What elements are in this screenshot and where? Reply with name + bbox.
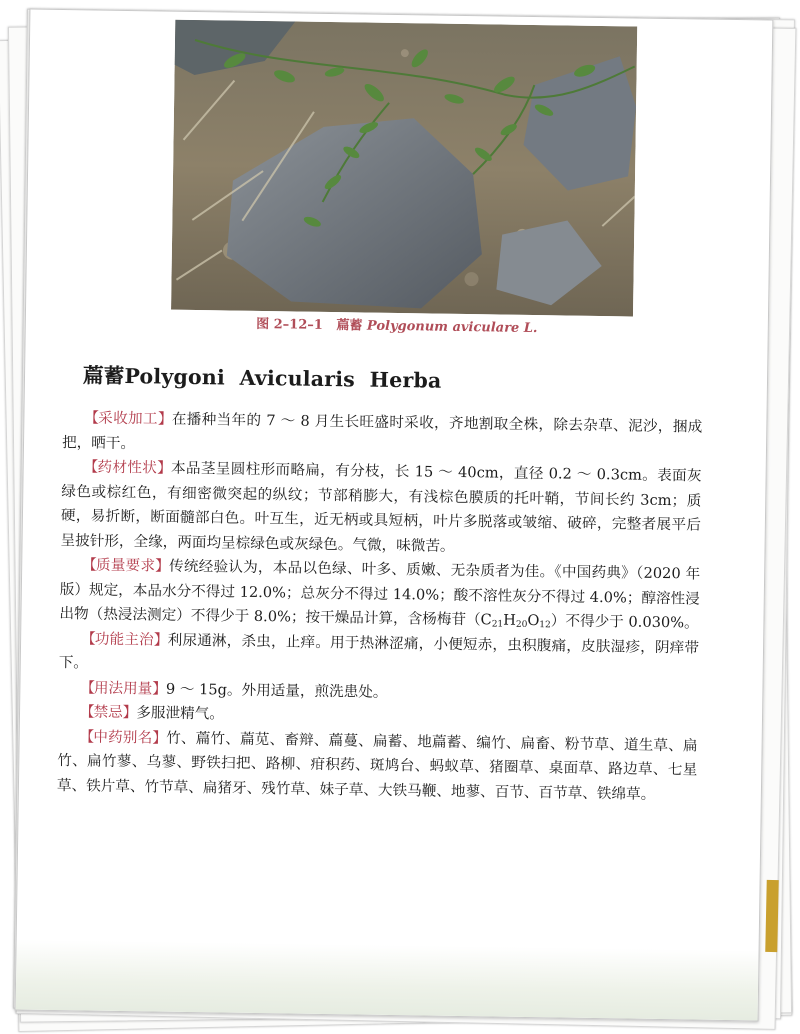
document-page [15, 9, 774, 1022]
section-harvest: 【采收加工】在播种当年的 7 ～ 8 月生长旺盛时采收，齐地割取全株，除去杂草、泥沙，捆成把，晒干。 [61, 409, 703, 452]
section-label: 采收加工 [98, 409, 159, 428]
section-label: 功能主治 [94, 630, 155, 648]
figure-caption [26, 310, 768, 340]
section-label: 禁忌 [93, 703, 123, 721]
section-contraindication: 【禁忌】多服泄精气。 [79, 703, 225, 723]
title-cn: 萹蓄 [82, 363, 125, 388]
page-bottom-shade [16, 939, 759, 1020]
section-text: 在播种当年的 7 ～ 8 月生长旺盛时采收，齐地割取全株，除去杂草、泥沙，捆成把，晒干。 [61, 410, 703, 452]
section-character: 【药材性状】本品茎呈圆柱形而略扁，有分枝，长 15 ～ 40cm，直径 0.2 ～ 0.3cm。表面灰绿色或棕红色，有细密微突起的纵纹；节部稍膨大，有浅棕色膜质的托叶鞘，节间长约 3cm；质硬，易折断，断面髓部白色。叶互生，近无柄或具短柄，叶片多脱落或皱缩、破碎，完整者展平后呈披针形，全缘，两面均呈棕绿色或灰绿色。气微，味微苦。 [60, 458, 702, 555]
title-latin: Polygoni Avicularis Herba [124, 363, 442, 393]
article-body [57, 358, 703, 807]
figure-name-latin: Polygonum aviculare L. [366, 318, 538, 337]
section-text: 竹、萹竹、萹苋、畜辩、萹蔓、扁蓄、地萹蓄、编竹、扁畜、粉节草、道生草、扁竹、扁竹蓼、乌蓼、野铁扫把、路柳、疳积药、斑鸠台、蚂蚁草、猪圈草、桌面草、路边草、七星草、铁片草、竹节草、扁猪牙、残竹草、妹子草、大铁马鞭、地蓼、百节、百节草、铁绵草。 [56, 729, 698, 803]
section-label: 用法用量 [93, 679, 153, 697]
section-label: 药材性状 [97, 458, 158, 477]
section-text: 9 ～ 15g。外用适量，煎洗患处。 [165, 680, 388, 701]
section-usage: 【用法用量】9 ～ 15g。外用适量，煎洗患处。 [80, 678, 388, 701]
section-text: 利尿通淋，杀虫，止痒。用于热淋涩痛，小便短赤，虫积腹痛，皮肤湿疹，阴痒带下。 [58, 631, 700, 672]
chemical-formula: $(C_{21}H_{20}O_{12})$ [465, 611, 566, 631]
section-text-end: 不得少于 0.030%。 [565, 612, 699, 632]
article-title [83, 358, 703, 397]
figure-name-cn: 萹蓄 [336, 318, 363, 334]
plant-photo [171, 20, 637, 317]
bookmark-edge [765, 880, 779, 952]
section-text: 本品茎呈圆柱形而略扁，有分枝，长 15 ～ 40cm，直径 0.2 ～ 0.3cm。表面灰绿色或棕红色，有细密微突起的纵纹；节部稍膨大，有浅棕色膜质的托叶鞘，节间长约 3cm；质硬，易折断，断面髓部白色。叶互生，近无柄或具短柄，叶片多脱落或皱缩、破碎，完整者展平后呈披针形，全缘，两面均呈棕绿色或灰绿色。气微，味微苦。 [60, 459, 702, 555]
section-text: 传统经验认为，本品以色绿、叶多、质嫩、无杂质者为佳。《中国药典》（2020 年版）规定，本品水分不得过 12.0%；总灰分不得过 14.0%；酸不溶性灰分不得过 4.0%；醇溶性浸出物（热浸法测定）不得少于 8.0%；按干燥品计算，含杨梅苷 [59, 557, 701, 629]
section-quality: 【质量要求】传统经验认为，本品以色绿、叶多、质嫩、无杂质者为佳。《中国药典》（2020 年版）规定，本品水分不得过 12.0%；总灰分不得过 14.0%；酸不溶性灰分不得过 4.0%；醇溶性浸出物（热浸法测定）不得少于 8.0%；按干燥品计算，含杨梅苷$(C_{21}H_{20}O_{12})$不得少于 0.030%。 [59, 556, 701, 632]
section-aliases: 【中药别名】竹、萹竹、萹苋、畜辩、萹蔓、扁蓄、地萹蓄、编竹、扁畜、粉节草、道生草、扁竹、扁竹蓼、乌蓼、野铁扫把、路柳、疳积药、斑鸠台、蚂蚁草、猪圈草、桌面草、路边草、七星草、铁片草、竹节草、扁猪牙、残竹草、妹子草、大铁马鞭、地蓼、百节、百节草、铁绵草。 [56, 727, 698, 803]
figure-number: 图 2–12–1 [256, 316, 323, 333]
section-label: 质量要求 [95, 556, 156, 575]
section-text: 多服泄精气。 [136, 704, 225, 723]
section-function: 【功能主治】利尿通淋，杀虫，止痒。用于热淋涩痛，小便短赤，虫积腹痛，皮肤湿疹，阴痒带下。 [58, 629, 700, 672]
section-label: 中药别名 [93, 728, 153, 746]
